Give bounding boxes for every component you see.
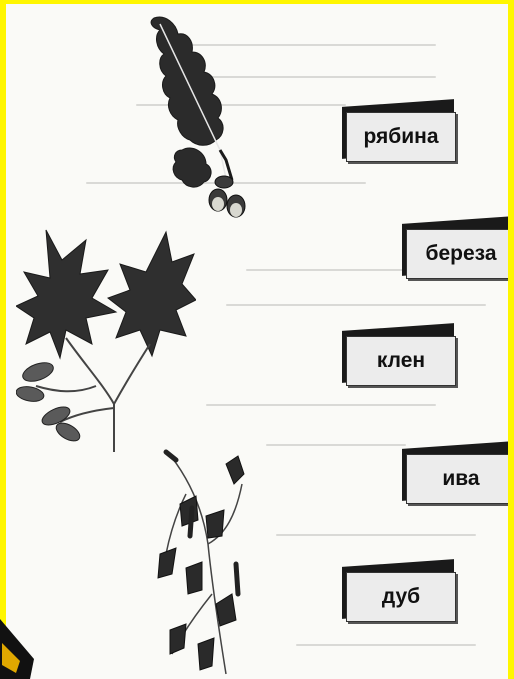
- faded-text-line: [206, 404, 436, 406]
- label-maple: клен: [346, 336, 456, 386]
- label-rowan: рябина: [346, 112, 456, 162]
- faded-text-line: [266, 444, 406, 446]
- label-birch: береза: [406, 229, 508, 279]
- label-willow: ива: [406, 454, 508, 504]
- label-oak: дуб: [346, 572, 456, 622]
- worksheet-page: [6, 4, 508, 679]
- faded-text-line: [246, 269, 426, 271]
- label-card-oak[interactable]: [346, 572, 456, 622]
- corner-decoration-icon: [0, 599, 40, 679]
- oak-branch-icon: [136, 10, 251, 220]
- label-card-rowan[interactable]: [346, 112, 456, 162]
- faded-text-line: [296, 644, 476, 646]
- maple-branch-icon: [16, 226, 196, 456]
- faded-text-line: [276, 534, 476, 536]
- faded-text-line: [226, 304, 486, 306]
- birch-branch-icon: [146, 444, 256, 679]
- label-card-willow[interactable]: [406, 454, 508, 504]
- label-card-maple[interactable]: [346, 336, 456, 386]
- label-card-birch[interactable]: [406, 229, 508, 279]
